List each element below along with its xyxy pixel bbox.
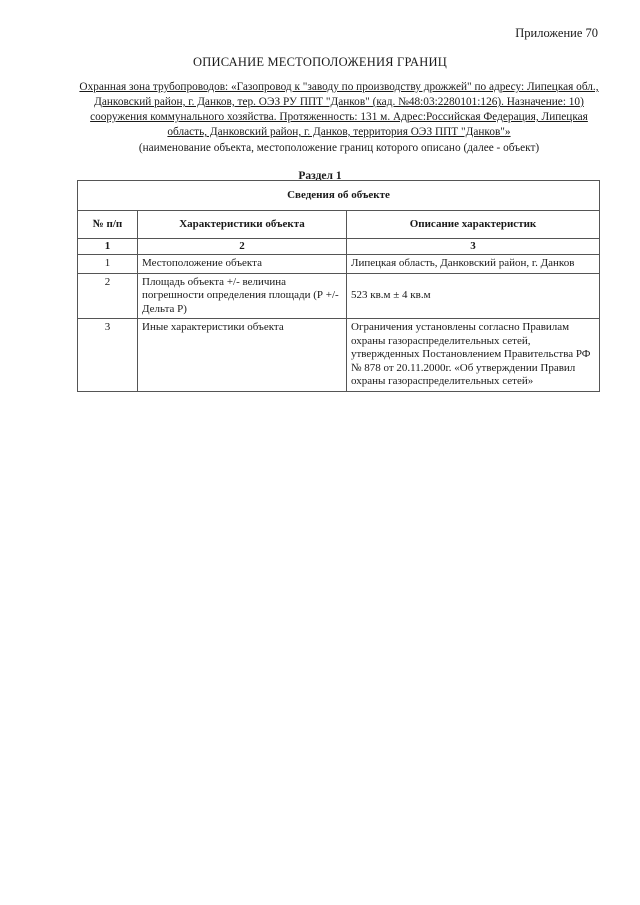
section-title: Раздел 1 xyxy=(298,170,342,182)
appendix-label: Приложение 70 xyxy=(515,26,598,40)
table-row xyxy=(78,273,600,319)
column-number: 3 xyxy=(347,239,600,255)
column-number: 1 xyxy=(78,239,138,255)
row-number: 3 xyxy=(78,319,138,392)
column-header-description: Описание характеристик xyxy=(347,211,600,239)
column-numbers-row xyxy=(78,239,600,255)
row-characteristic: Местоположение объекта xyxy=(138,255,347,274)
row-number: 1 xyxy=(78,255,138,274)
row-characteristic: Иные характеристики объекта xyxy=(138,319,347,392)
row-description: Ограничения установлены согласно Правилам охраны газораспределительных сетей, утвержденных Постановлением Правительства РФ № 878 от 20.11.2000г. «Об утверждении Правил охраны газораспределительных сетей» xyxy=(347,319,600,392)
document-title: ОПИСАНИЕ МЕСТОПОЛОЖЕНИЯ ГРАНИЦ xyxy=(193,55,447,69)
row-characteristic: Площадь объекта +/- величина погрешности определения площади (Р +/- Дельта Р) xyxy=(138,273,347,319)
row-description: Липецкая область, Данковский район, г. Данков xyxy=(347,255,600,274)
row-number: 2 xyxy=(78,273,138,319)
object-caption: (наименование объекта, местоположение границ которого описано (далее - объект) xyxy=(138,142,540,154)
table-row xyxy=(78,255,600,274)
column-header-number: № п/п xyxy=(78,211,138,239)
row-description: 523 кв.м ± 4 кв.м xyxy=(347,273,600,319)
table-title-row xyxy=(78,181,600,211)
object-name: Охранная зона трубопроводов: «Газопровод к "заводу по производству дрожжей" по адресу: Липецкая обл., Данковский район, г. Данков, тер. ОЭЗ РУ ППТ "Данков" (кад. №48:03:2280101:126). Назначение: 10) сооружения коммунального хозяйства. Протяженность: 131 м. Адрес:Российская Федерация, Липецкая область, Данковский район, г. Данков, территория ОЭЗ ППТ "Данков"» xyxy=(79,81,599,138)
table-row xyxy=(78,319,600,392)
column-header-characteristic: Характеристики объекта xyxy=(138,211,347,239)
object-info-table xyxy=(77,180,600,392)
table-title: Сведения об объекте xyxy=(78,181,600,211)
column-number: 2 xyxy=(138,239,347,255)
table-header-row xyxy=(78,211,600,239)
